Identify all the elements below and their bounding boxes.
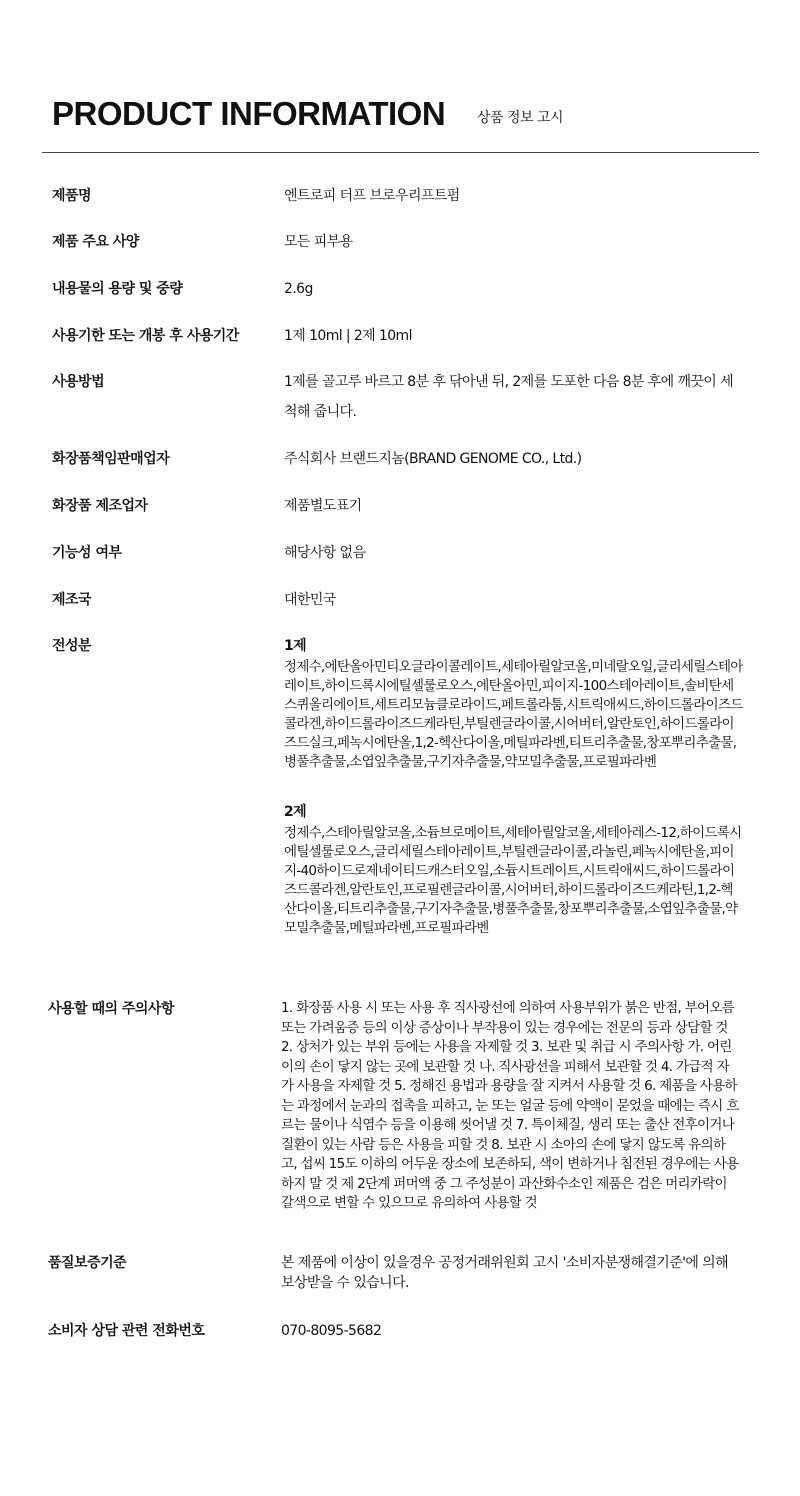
row-value: 해당사항 없음 [284, 545, 366, 561]
row-value: 제품별도표기 [284, 498, 362, 514]
ingredients-part2-title: 2제 [284, 804, 307, 820]
row-value: 대한민국 [284, 592, 336, 608]
page-subtitle: 상품 정보 고시 [477, 110, 564, 126]
row-value: 1제를 골고루 바르고 8분 후 닦아낸 뒤, 2제를 도포한 다음 8분 후에 깨끗이 세척해 줍니다. [284, 374, 734, 420]
ingredients-part1-body: 정제수,에탄올아민티오글라이콜레이트,세테아릴알코올,미네랄오일,글리세릴스테아레이트,하이드록시에틸셀룰로오스,에탄올아민,피이지-100스테아레이트,솔비탄세스퀴올리에이트,세트리모늄클로라이드,페트롤라툼,시트릭애씨드,하이드롤라이즈드콜라겐,하이드롤라이즈드케라틴,부틸렌글라이콜,시어버터,알란토인,하이드롤라이즈드실크,페녹시에탄올,1,2-헥산다이올,메틸파라벤,티트리추출물,창포뿌리추출물,병풀추출물,소엽잎추출물,구기자추출물,약모밀추출물,프로필파라벤 [284, 659, 743, 770]
row-label: 사용방법 [52, 374, 105, 390]
page-header [52, 92, 772, 142]
row-label: 내용물의 용량 및 중량 [52, 281, 183, 297]
ingredients-part2-body: 정제수,스테아릴알코올,소듐브로메이트,세테아릴알코올,세테아레스-12,하이드록시에틸셀룰로오스,글리세릴스테아레이트,부틸렌글라이콜,라놀린,페녹시에탄올,피이지-40하이드로제네이티드캐스터오일,소듐시트레이트,시트릭애씨드,하이드롤라이즈드콜라겐,알란토인,프로필렌글라이콜,시어버터,하이드롤라이즈드케라틴,1,2-헥산다이올,티트리추출물,구기자추출물,병풀추출물,창포뿌리추출물,소엽잎추출물,약모밀추출물,메틸파라벤,프로필파라벤 [284, 825, 742, 936]
row-value: 엔트로피 터프 브로우리프트펌 [284, 188, 460, 204]
row-value: 1제 10ml | 2제 10ml [284, 328, 412, 344]
page-title: PRODUCT INFORMATION [52, 95, 446, 132]
row-label: 화장품책임판매업자 [52, 451, 170, 467]
row-label: 사용기한 또는 개봉 후 사용기간 [52, 328, 239, 344]
row-value: 모든 피부용 [284, 234, 353, 250]
row-label: 전성분 [52, 638, 92, 654]
row-label: 기능성 여부 [52, 545, 122, 561]
row-value: 주식회사 브랜드지놈(BRAND GENOME CO., Ltd.) [284, 451, 582, 467]
row-value: 본 제품에 이상이 있을경우 공정거래위원회 고시 '소비자분쟁해결기준'에 의해 보상받을 수 있습니다. [281, 1255, 729, 1291]
row-label: 사용할 때의 주의사항 [48, 1001, 174, 1017]
row-label: 화장품 제조업자 [52, 498, 148, 514]
row-value: 070-8095-5682 [281, 1323, 382, 1339]
row-value: 1. 화장품 사용 시 또는 사용 후 직사광선에 의하여 사용부위가 붉은 반점, 부어오름 또는 가려움증 등의 이상 증상이나 부작용이 있는 경우에는 전문의 등과 상담할 것 2. 상처가 있는 부위 등에는 사용을 자제할 것 3. 보관 및 취급 시 주의사항 가. 어린이의 손이 닿지 않는 곳에 보관할 것 나. 직사광선을 피해서 보관할 것 4. 가급적 자가 사용을 자제할 것 5. 정해진 용법과 용량을 잘 지켜서 사용할 것 6. 제품을 사용하는 과정에서 눈과의 접촉을 피하고, 눈 또는 얼굴 등에 약액이 묻었을 때에는 즉시 흐르는 물이나 식염수 등을 이용해 씻어낼 것 7. 특이체질, 생리 또는 출산 전후이거나 질환이 있는 사람 등은 사용을 피할 것 8. 보관 시 소아의 손에 닿지 않도록 유의하고, 섭씨 15도 이하의 어두운 장소에 보존하되, 색이 변하거나 침전된 경우에는 사용하지 말 것 제 2단계 퍼머액 중 그 주성분이 과산화수소인 제품은 검은 머리카락이 갈색으로 변할 수 있으므로 유의하여 사용할 것 [281, 1000, 739, 1211]
row-label: 제품명 [52, 188, 92, 204]
row-value: 2.6g [284, 281, 313, 297]
row-label: 제품 주요 사양 [52, 234, 139, 250]
ingredients-part1-title: 1제 [284, 638, 307, 654]
row-label: 소비자 상담 관련 전화번호 [48, 1323, 205, 1339]
row-label: 제조국 [52, 592, 92, 608]
ingredients-value [284, 636, 744, 938]
header-divider [42, 152, 759, 153]
row-label: 품질보증기준 [48, 1255, 127, 1271]
